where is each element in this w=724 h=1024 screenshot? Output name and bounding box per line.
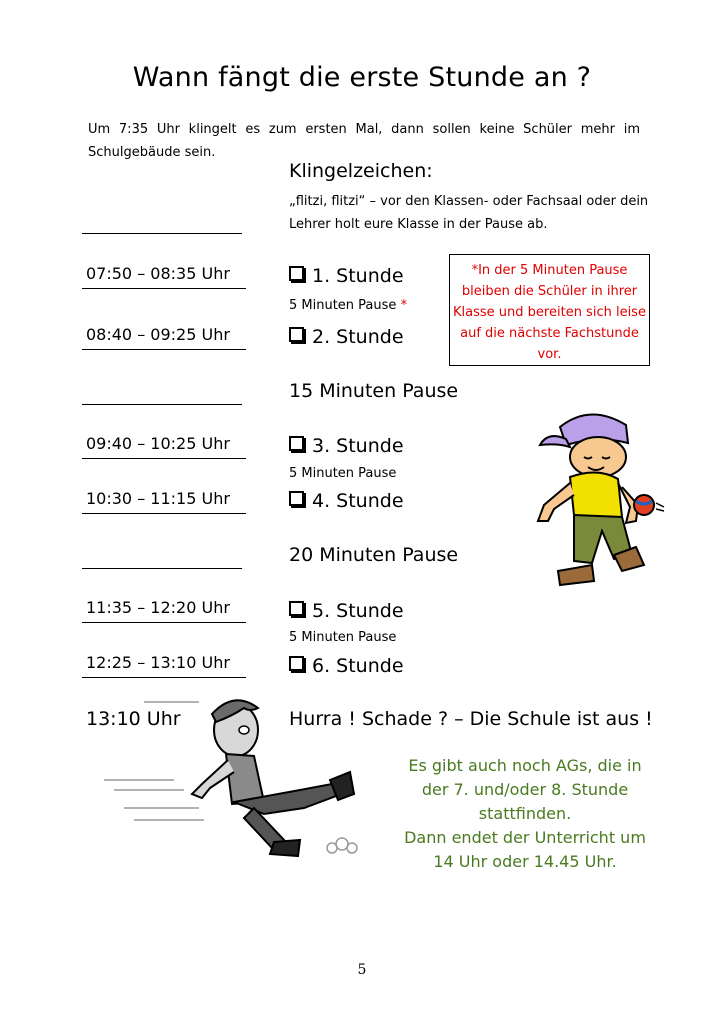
time-slot: 10:30 – 11:15 Uhr [82,489,246,514]
page-title: Wann fängt die erste Stunde an ? [132,62,592,93]
checkbox-icon [289,601,304,616]
lesson-item [289,655,404,677]
time-slot: 07:50 – 08:35 Uhr [82,264,246,289]
time-slot: 12:25 – 13:10 Uhr [82,653,246,678]
ag-line: 14 Uhr oder 14.45 Uhr. [433,852,617,871]
ag-info [385,754,665,874]
lesson-item [289,265,404,287]
end-message: Hurra ! Schade ? – Die Schule ist aus ! [289,708,653,730]
bell-signal-text: „flitzi, flitzi“ – vor den Klassen- oder Fachsaal oder dein Lehrer holt eure Klasse in der Pause ab. [289,194,649,232]
short-pause: 5 Minuten Pause [289,630,397,645]
pause-note-box [449,254,650,366]
checkbox-icon [289,491,304,506]
note-text: In der 5 Minuten Pause bleiben die Schüler in ihrer Klasse und bereiten sich leise auf die nächste Fachstunde vor. [453,263,646,362]
blank-time-line [82,233,242,234]
lesson-label: 4. Stunde [312,490,404,512]
ag-line: stattfinden. [478,804,572,823]
time-slot: 11:35 – 12:20 Uhr [82,598,246,623]
lesson-item [289,600,404,622]
lesson-label: 3. Stunde [312,435,404,457]
lesson-item [289,435,404,457]
lesson-item [289,326,404,348]
lesson-item [289,490,404,512]
boy-kicking-ball-illustration [518,405,668,595]
time-slot: 09:40 – 10:25 Uhr [82,434,246,459]
checkbox-icon [289,327,304,342]
short-pause [289,298,407,313]
intro-paragraph: Um 7:35 Uhr klingelt es zum ersten Mal, dann sollen keine Schüler mehr im Schulgebäude sein. [88,122,640,160]
short-pause: 5 Minuten Pause [289,466,397,481]
blank-time-line [82,404,242,405]
checkbox-icon [289,266,304,281]
time-slot: 08:40 – 09:25 Uhr [82,325,246,350]
ag-line: der 7. und/oder 8. Stunde [421,780,629,799]
asterisk-marker: * [400,298,408,313]
end-time: 13:10 Uhr [86,708,181,730]
lesson-label: 2. Stunde [312,326,404,348]
lesson-label: 5. Stunde [312,600,404,622]
checkbox-icon [289,436,304,451]
pause-20: 20 Minuten Pause [289,544,459,566]
pause-15: 15 Minuten Pause [289,380,459,402]
short-pause-label: 5 Minuten Pause [289,298,397,313]
ag-line: Dann endet der Unterricht um [404,828,646,847]
lesson-label: 6. Stunde [312,655,404,677]
page-number: 5 [357,962,367,978]
ag-line: Es gibt auch noch AGs, die in [408,756,642,775]
checkbox-icon [289,656,304,671]
lesson-label: 1. Stunde [312,265,404,287]
bell-signal-heading: Klingelzeichen: [289,160,433,182]
running-man-illustration [104,690,384,865]
note-asterisk: * [471,263,479,278]
blank-time-line [82,568,242,569]
